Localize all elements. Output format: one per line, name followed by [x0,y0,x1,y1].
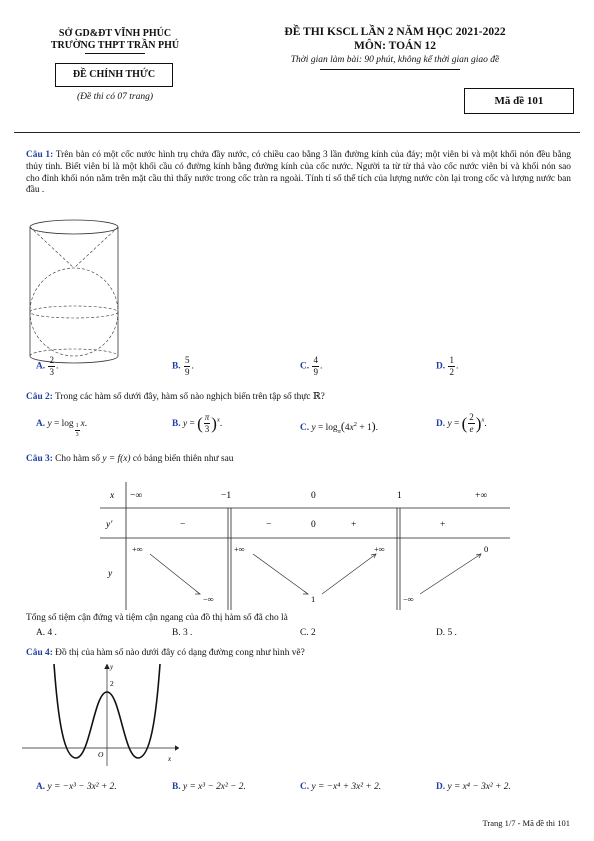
page-count-note: (Đề thi có 07 trang) [77,92,153,102]
function-graph [18,660,188,772]
q2-option-a-formula: y [47,419,52,429]
school-name: TRƯỜNG THPT TRẦN PHÚ [50,40,180,51]
cylinder-figure [24,218,124,366]
question-2-label: Câu 2: [26,392,53,402]
x-axis-label: x [168,755,172,763]
increasing-arrow [322,554,376,594]
department-name: SỞ GD&ĐT VĨNH PHÚC [58,28,172,39]
yprime-sign: − [180,520,186,530]
q3-option-d[interactable]: D. 5 . [436,628,457,638]
table-y-label: y [108,569,113,579]
q1-option-d[interactable]: D. $\frac{1}{2}$ . [436,355,459,377]
page-footer: Trang 1/7 - Mã đề thi 101 [482,818,570,828]
x-value: +∞ [475,491,488,501]
official-badge: ĐỀ CHÍNH THỨC [55,63,173,87]
question-3-function: y = f(x) [102,454,131,464]
q2-option-a[interactable]: A. y = log $_{\frac{1}{3}}$ x. [36,419,88,438]
y-value: +∞ [374,544,385,554]
x-value: −∞ [130,491,143,501]
question-3-prompt: Tổng số tiệm cận đứng và tiệm cận ngang của đồ thị hàm số đã cho là [26,613,288,623]
exam-title: ĐỀ THI KSCL LẦN 2 NĂM HỌC 2021-2022 [284,26,506,38]
variation-table [100,482,510,610]
increasing-arrow [420,554,481,594]
y-value: 1 [311,594,316,604]
y-value: 0 [484,544,489,554]
title-divider [320,69,460,70]
question-1-text: Trên bàn có một cốc nước hình trụ chứa đầy nước, có chiều cao bằng 3 lần đường kính của đáy; một viên bi và một khối nón đều bằng thủy tinh. Biết viên bi là một khối cầu có đường kính bằng đường kính của cốc nước. Người ta từ từ thả vào cốc nước viên bi và khối nón sao cho đỉnh khối nón nằm trên mặt cầu thì thấy nước trong cốc tràn ra ngoài. Tính tỉ số thể tích của lượng nước còn lại trong cốc và lượng nước ban đầu . [26,150,571,196]
q4-option-a[interactable]: A. y = −x³ − 3x² + 2. [36,782,117,792]
y-value: −∞ [403,594,414,604]
table-yprime-label: y′ [106,520,113,530]
table-x-label: x [110,491,115,501]
q1-option-a[interactable]: A. $\frac{2}{3}$ . [36,355,59,377]
header-divider [85,53,145,54]
question-3: Câu 3: Cho hàm số y = f(x) có bảng biến thiên như sau [26,454,234,464]
q1-option-c[interactable]: C. $\frac{4}{9}$ . [300,355,323,377]
question-1 [26,150,571,197]
y-value: +∞ [132,544,143,554]
question-3-label: Câu 3: [26,454,53,464]
q4-option-d[interactable]: D. y = x⁴ − 3x² + 2. [436,782,511,792]
exam-subject: MÔN: TOÁN 12 [354,40,436,52]
yprime-sign: + [351,520,357,530]
q3-option-a[interactable]: A. 4 . [36,628,57,638]
header-separator [14,132,580,133]
x-value: −1 [221,491,232,501]
question-2 [26,392,571,404]
decreasing-arrow [150,554,200,594]
y-axis-label: y [110,663,114,671]
x-value: 0 [311,491,316,501]
q2-option-c[interactable]: C. $y = \log_\pi(4x^2 + 1)$. [300,419,378,435]
q1-option-b[interactable]: B. $\frac{5}{9}$ . [172,355,194,377]
x-value: 1 [397,491,402,501]
yprime-sign: + [440,520,446,530]
q3-option-c[interactable]: C. 2 [300,628,316,638]
question-1-label: Câu 1: [26,150,54,160]
yprime-sign: − [266,520,272,530]
y-value: +∞ [234,544,245,554]
question-2-text: Trong các hàm số dưới đây, hàm số nào nghịch biến trên tập số thực ℝ? [55,392,325,402]
y-value: −∞ [203,594,214,604]
q4-option-c[interactable]: C. y = −x⁴ + 3x² + 2. [300,782,382,792]
q2-option-b[interactable]: B. y = ( $\frac{\pi}{3}$ )$^x$. [172,412,223,435]
origin-label: O [98,750,104,759]
exam-code-badge: Mã đề 101 [464,88,574,114]
q4-option-b[interactable]: B. y = x³ − 2x² − 2. [172,782,246,792]
yprime-sign: 0 [311,520,316,530]
question-4-text: Đồ thị của hàm số nào dưới đây có dạng đường cong như hình vẽ? [55,648,305,658]
exam-time: Thời gian làm bài: 90 phút, không kể thời gian giao đề [290,55,500,65]
q3-option-b[interactable]: B. 3 . [172,628,193,638]
decreasing-arrow [253,554,308,594]
q2-option-d[interactable]: D. y = ( $\frac{2}{e}$ )$^x$. [436,412,487,435]
question-4 [26,648,571,660]
question-4-label: Câu 4: [26,648,53,658]
y-mark-label: 2 [110,679,114,688]
